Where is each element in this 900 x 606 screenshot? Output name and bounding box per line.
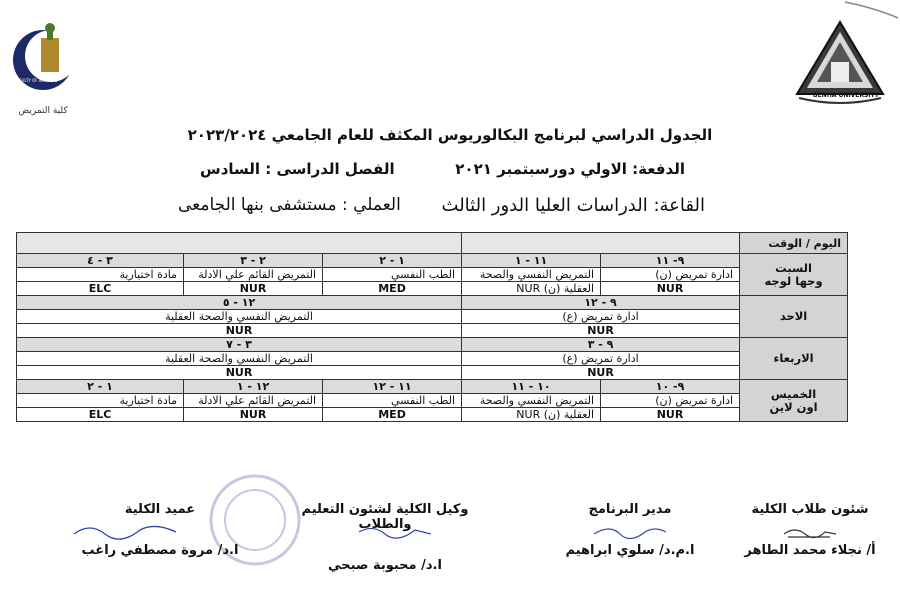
header-blank-right [462,233,740,254]
handwritten-signature-icon [70,520,180,542]
day-wednesday: الاربعاء [740,338,848,380]
course-name: ادارة تمريض (ع) [462,310,740,324]
signature-student-affairs [730,502,890,558]
time-cell: ١٠ - ١١ [462,380,601,394]
benha-logo-text: BENHA UNIVERSITY [813,92,879,99]
course-name: مادة اختيارية [17,394,184,408]
batch-label: الدفعة: الاولي دورسبتمبر ٢٠٢١ [455,160,685,178]
schedule-title: الجدول الدراسي لبرنامج البكالوريوس المكثف للعام الجامعي ٢٠٢٣/٢٠٢٤ [187,126,713,144]
course-name: التمريض النفسي والصحة العقلية [17,310,462,324]
course-name: ادارة تمريض (ن) [601,394,740,408]
benha-university-logo [793,18,888,106]
day-name: السبت [775,260,812,275]
course-name: الطب النفسي [323,394,462,408]
day-sunday: الاحد [740,296,848,338]
table-row [17,310,848,324]
signature-role: وكيل الكلية لشئون التعليم والطلاب [301,502,469,532]
course-code: ELC [17,282,184,296]
course-code: NUR [184,282,323,296]
signature-role: شئون طلاب الكلية [751,502,869,517]
table-row [17,352,848,366]
time-cell: ٩ - ٣ [462,338,740,352]
course-name-cont: العقلية (ن) NUR [462,282,601,296]
handwritten-signature-icon [355,522,435,540]
nursing-logo-ring-text: FACULTY OF NURSING [14,78,58,83]
course-name: ادارة تمريض (ن) [601,268,740,282]
time-cell: ١١ - ١ [462,254,601,268]
crescent-logo-icon [11,20,75,100]
course-code: NUR [601,282,740,296]
course-code: NUR [462,366,740,380]
signature-name: أ/ نجلاء محمد الطاهر [744,543,876,558]
signature-role: عميد الكلية [124,502,196,517]
table-row [17,394,848,408]
time-cell: ٩- ١٠ [601,380,740,394]
course-name: التمريض القائم علي الادلة [184,394,323,408]
table-row [17,380,848,394]
handwritten-signature-icon [590,522,670,540]
table-row [17,408,848,422]
table-row [17,324,848,338]
course-code: MED [323,282,462,296]
course-name: مادة اختيارية [17,268,184,282]
table-row [17,366,848,380]
time-cell: ١١ - ١٢ [323,380,462,394]
signature-name: ا.د/ محبوبة صبحي [328,558,442,573]
nursing-logo-caption: كلية التمريض [18,106,68,116]
semester-label: الفصل الدراسى : السادس [200,160,395,178]
signature-name: ا.د/ مروة مصطفي راغب [81,543,239,558]
table-row [17,254,848,268]
day-saturday [740,254,848,296]
course-code: NUR [17,366,462,380]
signature-program-director [555,502,705,558]
course-name: ادارة تمريض (ع) [462,352,740,366]
time-cell: ٣ - ٤ [17,254,184,268]
course-code: NUR [601,408,740,422]
day-time-header: اليوم / الوقت [740,233,848,254]
practical-label: العملي : مستشفى بنها الجامعى [178,195,401,215]
course-code: NUR [17,324,462,338]
day-mode: اون لاين [769,399,818,414]
handwritten-signature-icon [780,524,840,540]
nursing-faculty-logo [8,20,78,125]
day-thursday [740,380,848,422]
table-row [17,296,848,310]
signature-dean [60,502,260,558]
corner-swoosh [840,0,900,20]
course-name: الطب النفسي [323,268,462,282]
course-code: NUR [184,408,323,422]
course-name: التمريض النفسي والصحة [462,394,601,408]
time-cell: ١٢ - ١ [184,380,323,394]
course-code: NUR [462,324,740,338]
time-cell: ١ - ٢ [17,380,184,394]
hall-label: القاعة: الدراسات العليا الدور الثالث [441,195,705,216]
course-name: التمريض النفسي والصحة [462,268,601,282]
course-name: التمريض النفسي والصحة العقلية [17,352,462,366]
table-row [17,268,848,282]
schedule-table [16,232,848,422]
day-name: الخميس [770,386,817,401]
signature-name: ا.م.د/ سلوي ابراهيم [565,543,695,558]
header-blank-left [17,233,462,254]
time-cell: ٢ - ٣ [184,254,323,268]
course-name: التمريض القائم علي الادلة [184,268,323,282]
time-cell: ٩- ١١ [601,254,740,268]
time-cell: ١ - ٢ [323,254,462,268]
course-code: MED [323,408,462,422]
signature-role: مدير البرنامج [588,502,672,517]
time-cell: ٣ - ٧ [17,338,462,352]
time-cell: ٩ - ١٢ [462,296,740,310]
signature-vice-dean [285,502,485,573]
table-row [17,338,848,352]
course-name-cont: العقلية (ن) NUR [462,408,601,422]
table-row [17,282,848,296]
header-row [17,233,848,254]
course-code: ELC [17,408,184,422]
time-cell: ١٢ - ٥ [17,296,462,310]
day-mode: وجها لوجه [764,273,823,288]
